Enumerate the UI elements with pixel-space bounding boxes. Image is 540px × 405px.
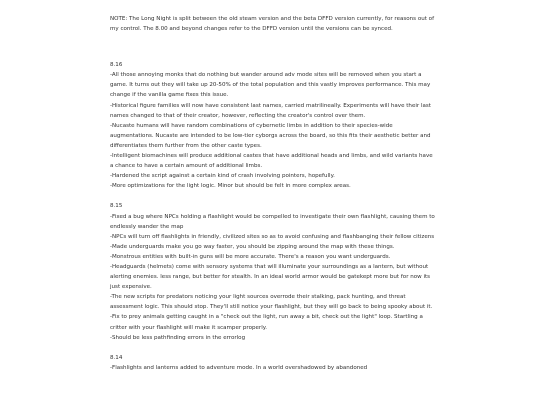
changelog-entry: -NPCs will turn off flashlights in friendly, civilized sites so as to avoid confusing and flashbanging their fellow citizens xyxy=(110,233,435,240)
changelog-entry: -Hardened the script against a certain kind of crash involving pointers, hopefully. xyxy=(110,173,335,180)
changelog-section-8-15 xyxy=(110,201,435,342)
changelog-entry: -Should be less pathfinding errors in the errorlog xyxy=(110,334,246,341)
version-heading: 8.16 xyxy=(110,62,123,69)
changelog-document xyxy=(110,14,435,383)
changelog-entry: -Headguards (helmets) come with sensory systems that will illuminate your surroundings as a lantern, but without alerting enemies. less range, but better for stealth. In an ideal world armor would be gatekept more but for now its just expensive. xyxy=(110,263,431,291)
changelog-entry: -More optimizations for the light logic. Minor but should be felt in more complex areas. xyxy=(110,183,351,190)
changelog-entry: -Flashlights and lanterns added to adventure mode. In a world overshadowed by abandoned xyxy=(110,364,368,371)
changelog-entry: -Monstrous entities with built-in guns will be more accurate. There's a reason you want underguards. xyxy=(110,253,391,260)
changelog-entry: -Fixed a bug where NPCs holding a flashlight would be compelled to investigate their own flashlight, causing them to endlessly wander the map xyxy=(110,213,435,230)
version-heading: 8.14 xyxy=(110,354,123,361)
changelog-entry: -Fix to prey animals getting caught in a "check out the light, run away a bit, check out the light" loop. Startling a critter with your flashlight will make it scamper properly. xyxy=(110,314,423,331)
version-heading: 8.15 xyxy=(110,203,123,210)
changelog-section-8-16 xyxy=(110,60,435,191)
changelog-entry: -Intelligent biomachines will produce additional castes that have additional heads and limbs, and wild variants have a chance to have a certain amount of additional limbs. xyxy=(110,153,433,170)
changelog-entry: -Nucaste humans will have random combinations of cybernetic limbs in addition to their species-wide augmentations. Nucaste are intended to be low-tier cyborgs across the board, so this fits their aesthetic better and differentiates them further from the other caste types. xyxy=(110,122,431,149)
version-note: NOTE: The Long Night is split between the old steam version and the beta DFFD version currently, for reasons out of my control. The 8.00 and beyond changes refer to the DFFD version until the versions can be synced. xyxy=(110,16,435,33)
changelog-entry: -All those annoying monks that do nothing but wander around adv mode sites will be removed when you start a game. It turns out they will take up 20-50% of the total population and this vastly improves performance. This may change if the vanilla game fixes this issue. xyxy=(110,72,431,99)
changelog-section-8-14 xyxy=(110,353,435,373)
changelog-entry: -The new scripts for predators noticing your light sources overrode their stalking, pack hunting, and threat assessment logic. This should stop. They'll still notice your flashlight, but they will go back to being spooky about it. xyxy=(110,294,433,311)
changelog-entry: -Made underguards make you go way faster, you should be zipping around the map with these things. xyxy=(110,243,395,250)
changelog-entry: -Historical figure families will now have consistent last names, carried matrilineally. Experiments will have their last names changed to that of their creator, however, reflecting the creator's control over them. xyxy=(110,102,431,119)
